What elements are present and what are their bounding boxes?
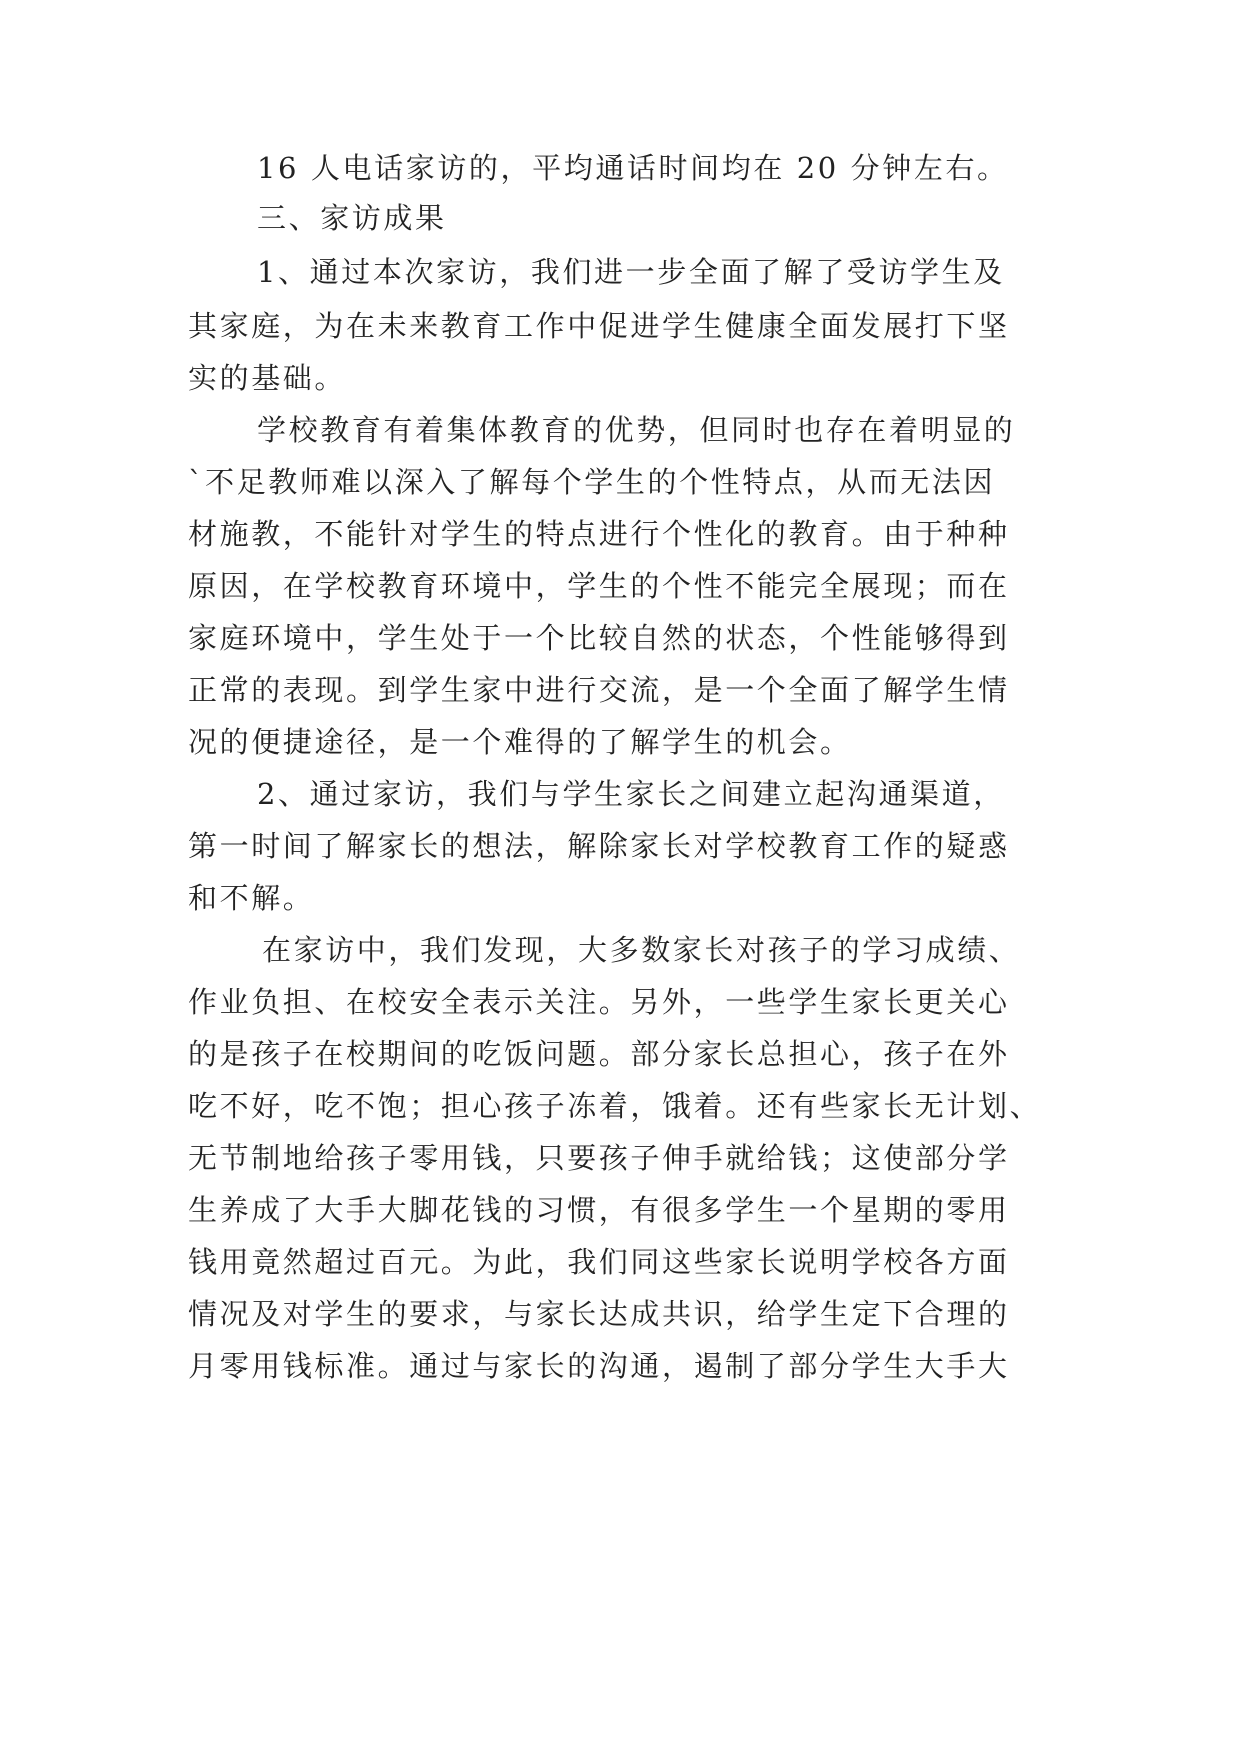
text-line-24: 月零用钱标准。通过与家长的沟通，遏制了部分学生大手大	[188, 1349, 1010, 1383]
text-line-20: 无节制地给孩子零用钱，只要孩子伸手就给钱；这使部分学	[188, 1141, 1010, 1175]
text-line-12: 况的便捷途径，是一个难得的了解学生的机会。	[188, 725, 852, 759]
text-line-17: 作业负担、在校安全表示关注。另外，一些学生家长更关心	[188, 985, 1010, 1019]
text-line-23: 情况及对学生的要求，与家长达成共识，给学生定下合理的	[188, 1297, 1010, 1331]
text-line-6: 学校教育有着集体教育的优势，但同时也存在着明显的	[257, 413, 1016, 447]
text-line-5: 实的基础。	[188, 361, 347, 395]
text-line-13: 2、通过家访，我们与学生家长之间建立起沟通渠道，	[257, 777, 1005, 811]
text-line-14: 第一时间了解家长的想法，解除家长对学校教育工作的疑惑	[188, 829, 1010, 863]
text-line-18: 的是孩子在校期间的吃饭问题。部分家长总担心，孩子在外	[188, 1037, 1010, 1071]
text-line-22: 钱用竟然超过百元。为此，我们同这些家长说明学校各方面	[188, 1245, 1010, 1279]
text-line-4: 其家庭，为在未来教育工作中促进学生健康全面发展打下坚	[188, 309, 1010, 343]
text-line-10: 家庭环境中，学生处于一个比较自然的状态，个性能够得到	[188, 621, 1010, 655]
text-line-3: 1、通过本次家访，我们进一步全面了解了受访学生及	[257, 255, 1005, 289]
text-line-1: 16 人电话家访的，平均通话时间均在 20 分钟左右。	[257, 151, 1009, 185]
section-heading: 三、家访成果	[257, 201, 447, 235]
text-line-11: 正常的表现。到学生家中进行交流，是一个全面了解学生情	[188, 673, 1010, 707]
text-line-16: 在家访中，我们发现，大多数家长对孩子的学习成绩、	[262, 933, 1021, 967]
text-line-21: 生养成了大手大脚花钱的习惯，有很多学生一个星期的零用	[188, 1193, 1010, 1227]
text-line-15: 和不解。	[188, 881, 315, 915]
text-line-7: `不足教师难以深入了解每个学生的个性特点，从而无法因	[188, 465, 996, 499]
text-line-9: 原因，在学校教育环境中，学生的个性不能完全展现；而在	[188, 569, 1010, 603]
text-line-19: 吃不好，吃不饱；担心孩子冻着，饿着。还有些家长无计划、	[188, 1089, 1042, 1123]
text-line-8: 材施教，不能针对学生的特点进行个性化的教育。由于种种	[188, 517, 1010, 551]
